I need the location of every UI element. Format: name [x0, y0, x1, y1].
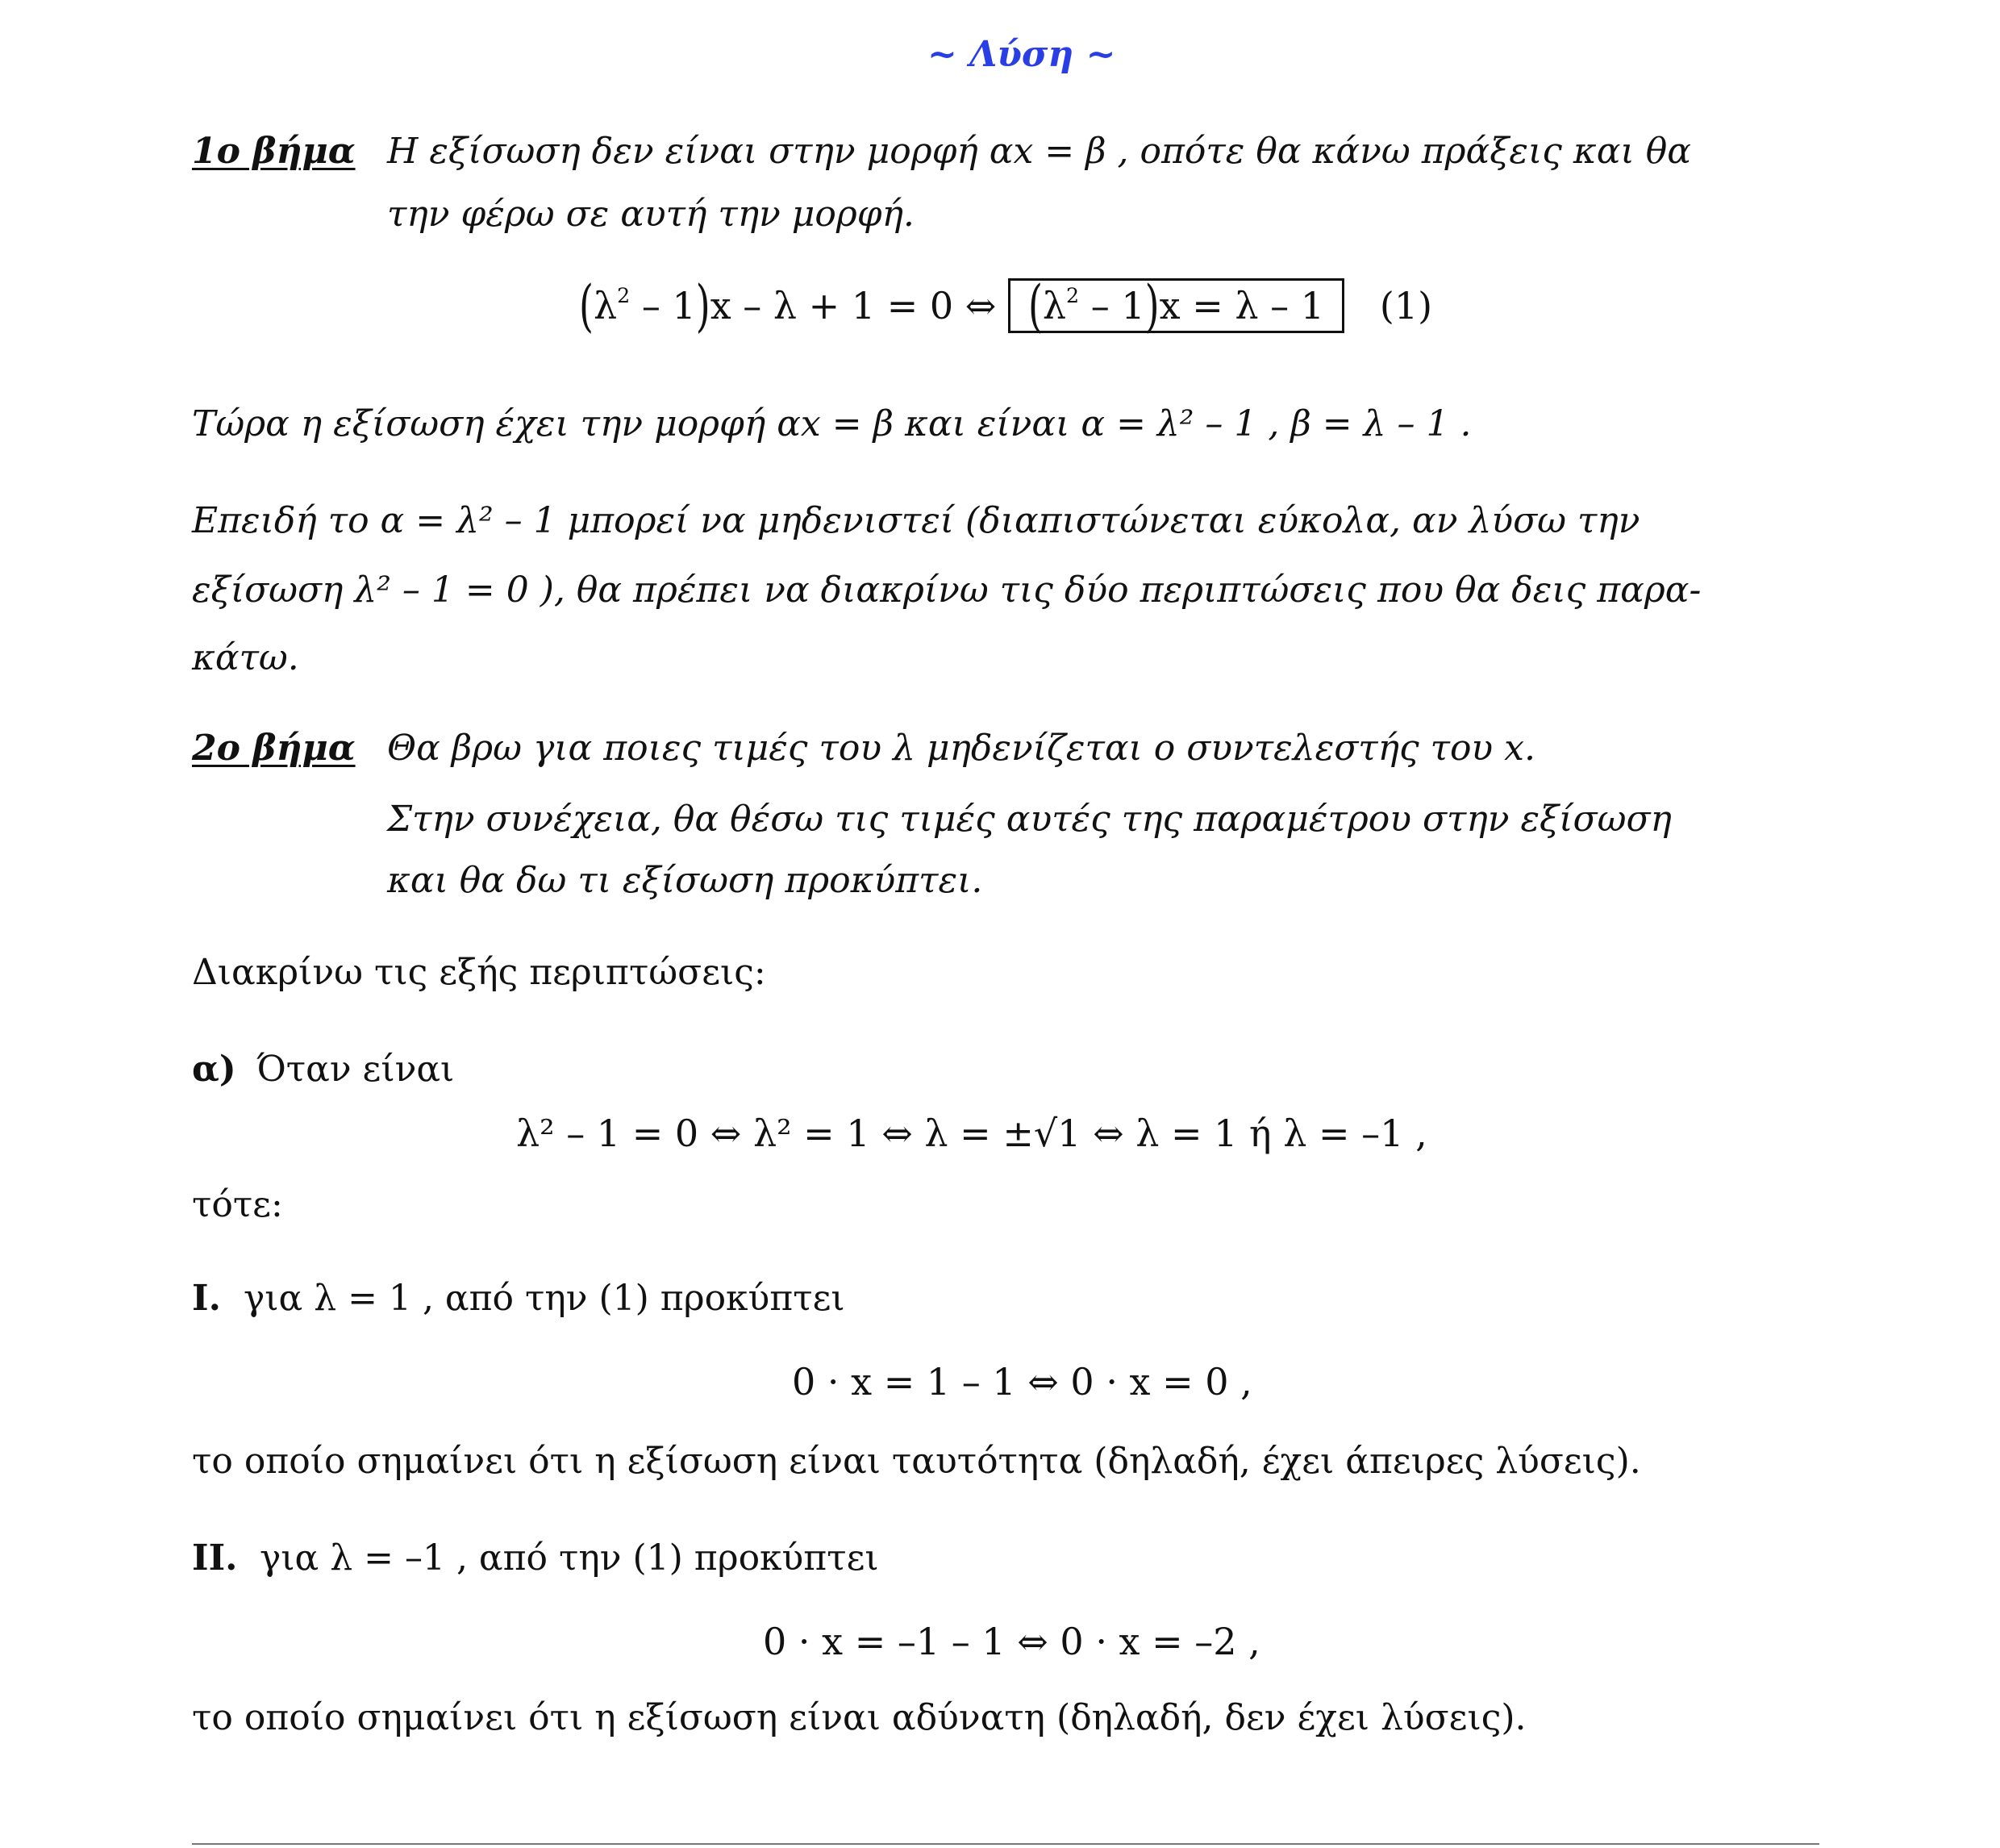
case-II-equation: 0 · x = –1 – 1 ⇔ 0 · x = –2 ,	[763, 1620, 1260, 1663]
case-I-label: Ι.	[192, 1278, 221, 1319]
eq-left-lambda: λ	[593, 284, 618, 327]
step2-line2: Στην συνέχεια, θα θέσω τις τιμές αυτές της παραμέτρου στην εξίσωση	[387, 799, 1672, 840]
equation-tag: (1)	[1379, 284, 1433, 327]
boxed-equation: $(\lambda^2 - 1)x = \lambda - 1$	[1008, 278, 1344, 333]
case-II-conclusion: το οποίο σημαίνει ότι η εξίσωση είναι αδύνατη (δηλαδή, δεν έχει λύσεις).	[192, 1697, 1527, 1738]
step2-line3: και θα δω τι εξίσωση προκύπτει.	[387, 860, 983, 901]
bottom-divider	[192, 1843, 1819, 1845]
eq-box-rest: x = λ – 1	[1159, 284, 1325, 327]
case-a-after: τότε:	[192, 1184, 283, 1225]
case-II-label: ΙΙ.	[192, 1537, 238, 1579]
para1: Τώρα η εξίσωση έχει την μορφή αx = β και είναι α = λ² – 1 , β = λ – 1 .	[192, 403, 1472, 444]
step1-equation	[579, 273, 1433, 339]
cases-intro: Διακρίνω τις εξής περιπτώσεις:	[192, 952, 766, 993]
solution-title: ~ Λύση ~	[927, 34, 1116, 75]
case-I-equation: 0 · x = 1 – 1 ⇔ 0 · x = 0 ,	[792, 1360, 1252, 1404]
step2-line1: Θα βρω για ποιες τιμές του λ μηδενίζεται ο συντελεστής του x.	[387, 728, 1535, 769]
case-a-text: Όταν είναι	[256, 1049, 455, 1090]
para2-line2: εξίσωση λ² – 1 = 0 ), θα πρέπει να διακρίνω τις δύο περιπτώσεις που θα δεις παρα-	[192, 569, 1702, 611]
para2-line3: κάτω.	[192, 637, 299, 678]
case-I-text: για λ = 1 , από την (1) προκύπτει	[244, 1278, 845, 1319]
eq-left-minus-one: – 1	[641, 284, 696, 327]
eq-box-lambda: λ	[1042, 284, 1067, 327]
case-II-text: για λ = –1 , από την (1) προκύπτει	[260, 1537, 879, 1579]
paren-close: )	[695, 273, 710, 339]
step1-label: 1ο βήμα	[192, 131, 356, 172]
para2-line1: Επειδή το α = λ² – 1 μπορεί να μηδενιστεί (διαπιστώνεται εύκολα, αν λύσω την	[192, 500, 1640, 541]
exponent: 2	[617, 283, 631, 307]
paren-open: (	[579, 273, 594, 339]
eq-box-minus-one: – 1	[1090, 284, 1145, 327]
step1-line2: την φέρω σε αυτή την μορφή.	[387, 194, 915, 235]
eq-left-rest: x – λ + 1 = 0 ⇔	[710, 284, 997, 327]
step1-line1: Η εξίσωση δεν είναι στην μορφή αx = β , οπότε θα κάνω πράξεις και θα	[387, 131, 1691, 172]
case-I-conclusion: το οποίο σημαίνει ότι η εξίσωση είναι ταυτότητα (δηλαδή, έχει άπειρες λύσεις).	[192, 1441, 1641, 1482]
case-a-equation: λ² – 1 = 0 ⇔ λ² = 1 ⇔ λ = ±√1 ⇔ λ = 1 ή λ = –1 ,	[516, 1112, 1427, 1155]
step2-label: 2ο βήμα	[192, 728, 356, 769]
case-a-label: α)	[192, 1049, 236, 1090]
